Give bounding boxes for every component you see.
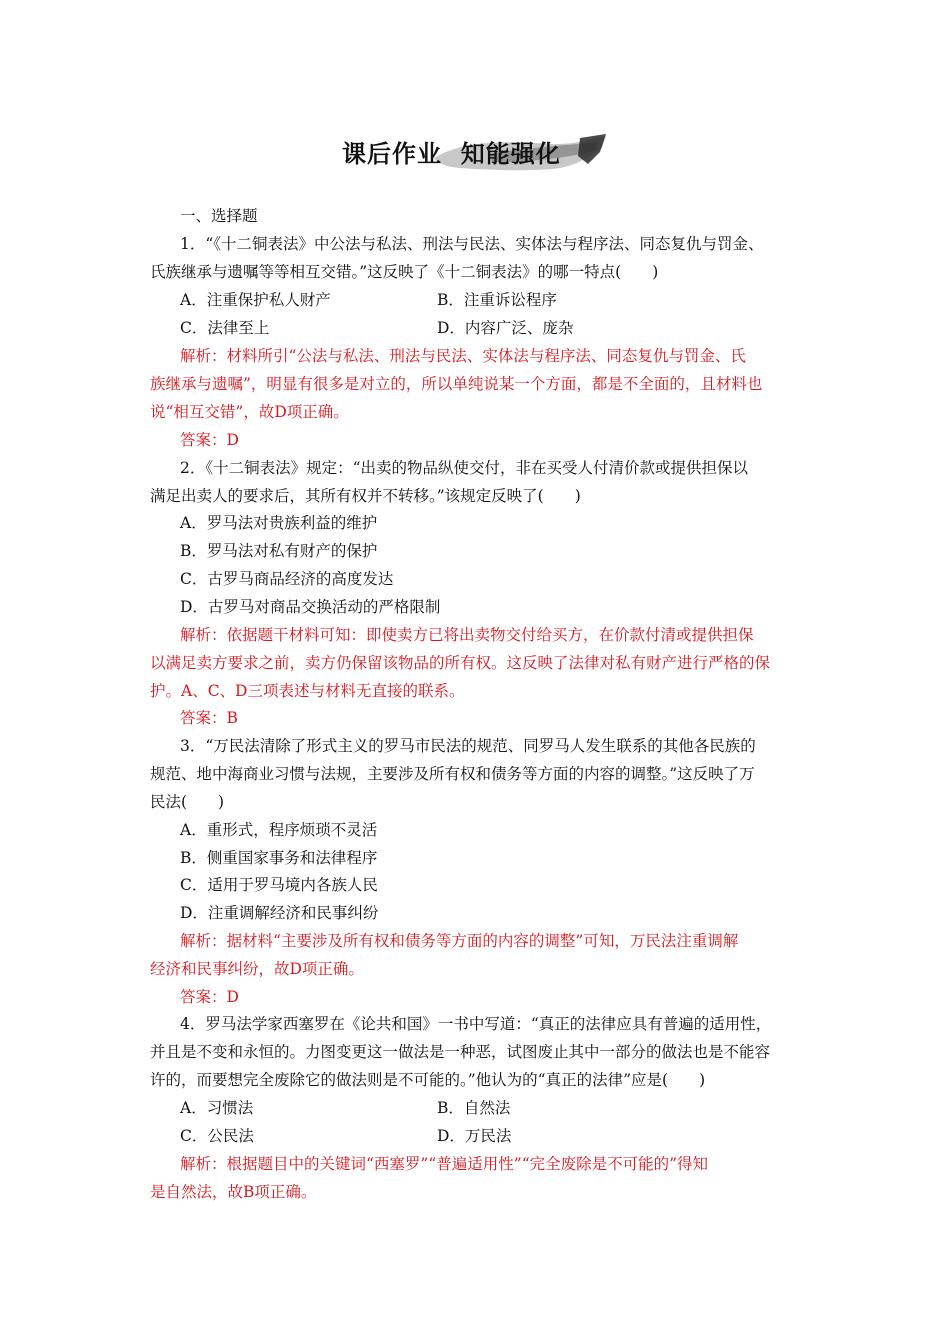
q4-stem-line-1: 4．罗马法学家西塞罗在《论共和国》一书中写道：“真正的法律应具有普遍的适用性， (180, 1015, 772, 1033)
page-title: 课后作业 知能强化 (342, 140, 561, 168)
q3-option-a: A．重形式，程序烦琐不灵活 (180, 821, 378, 839)
q4-stem-line-3: 许的，而要想完全废除它的做法则是不可能的。”他认为的“真正的法律”应是( ) (150, 1071, 706, 1089)
q1-stem-line-2: 氏族继承与遗嘱等等相互交错。”这反映了《十二铜表法》的哪一特点( ) (150, 263, 659, 281)
q4-option-b: B．自然法 (437, 1099, 511, 1117)
q2-analysis-line-2: 以满足卖方要求之前，卖方仍保留该物品的所有权。这反映了法律对私有财产进行严格的保 (150, 654, 771, 672)
q1-analysis-line-2: 族继承与遗嘱”，明显有很多是对立的，所以单纯说某一个方面，都是不全面的，且材料也 (150, 375, 763, 393)
q3-option-d: D．注重调解经济和民事纠纷 (180, 904, 379, 922)
q1-option-c: C．法律至上 (180, 319, 270, 337)
q3-answer: 答案：D (180, 988, 239, 1006)
q2-option-c: C．古罗马商品经济的高度发达 (180, 570, 394, 588)
q4-analysis-line-2: 是自然法，故B项正确。 (150, 1183, 317, 1201)
q3-stem-line-3: 民法( ) (150, 793, 225, 811)
page-header (330, 128, 620, 176)
q2-answer: 答案：B (180, 709, 238, 727)
q2-analysis-line-3: 护。A、C、D三项表述与材料无直接的联系。 (150, 682, 465, 700)
q1-answer: 答案：D (180, 431, 239, 449)
q2-stem-line-1: 2．《十二铜表法》规定：“出卖的物品纵使交付，非在买受人付清价款或提供担保以 (180, 459, 749, 477)
q2-option-d: D．古罗马对商品交换活动的严格限制 (180, 598, 441, 616)
q3-analysis-line-1: 解析：据材料“主要涉及所有权和债务等方面的内容的调整”可知，万民法注重调解 (180, 932, 739, 950)
q3-option-b: B．侧重国家事务和法律程序 (180, 849, 378, 867)
q3-stem-line-1: 3．“万民法清除了形式主义的罗马市民法的规范、同罗马人发生联系的其他各民族的 (180, 737, 756, 755)
section-heading: 一、选择题 (180, 207, 258, 225)
q1-stem-line-1: 1．“《十二铜表法》中公法与私法、刑法与民法、实体法与程序法、同态复仇与罚金、 (180, 235, 764, 253)
q2-option-a: A．罗马法对贵族利益的维护 (180, 514, 378, 532)
q2-analysis-line-1: 解析：依据题干材料可知：即使卖方已将出卖物交付给买方，在价款付清或提供担保 (180, 626, 754, 644)
q3-stem-line-2: 规范、地中海商业习惯与法规，主要涉及所有权和债务等方面的内容的调整。”这反映了万 (150, 765, 755, 783)
q4-analysis-line-1: 解析：根据题目中的关键词“西塞罗”“普遍适用性”“完全废除是不可能的”得知 (180, 1155, 709, 1173)
q1-option-b: B．注重诉讼程序 (437, 291, 557, 309)
q3-option-c: C．适用于罗马境内各族人民 (180, 876, 378, 894)
q4-option-d: D．万民法 (437, 1127, 512, 1145)
q4-option-c: C．公民法 (180, 1127, 254, 1145)
q2-stem-line-2: 满足出卖人的要求后，其所有权并不转移。”该规定反映了( ) (150, 487, 581, 505)
q4-option-a: A．习惯法 (180, 1099, 254, 1117)
q3-analysis-line-2: 经济和民事纠纷，故D项正确。 (150, 960, 364, 978)
q2-option-b: B．罗马法对私有财产的保护 (180, 542, 378, 560)
q4-stem-line-2: 并且是不变和永恒的。力图变更这一做法是一种恶，试图废止其中一部分的做法也是不能容 (150, 1043, 771, 1061)
q1-analysis-line-3: 说“相互交错”，故D项正确。 (150, 403, 349, 421)
q1-analysis-line-1: 解析：材料所引“公法与私法、刑法与民法、实体法与程序法、同态复仇与罚金、氏 (180, 347, 746, 365)
q1-option-d: D．内容广泛、庞杂 (437, 319, 574, 337)
q1-option-a: A．注重保护私人财产 (180, 291, 331, 309)
